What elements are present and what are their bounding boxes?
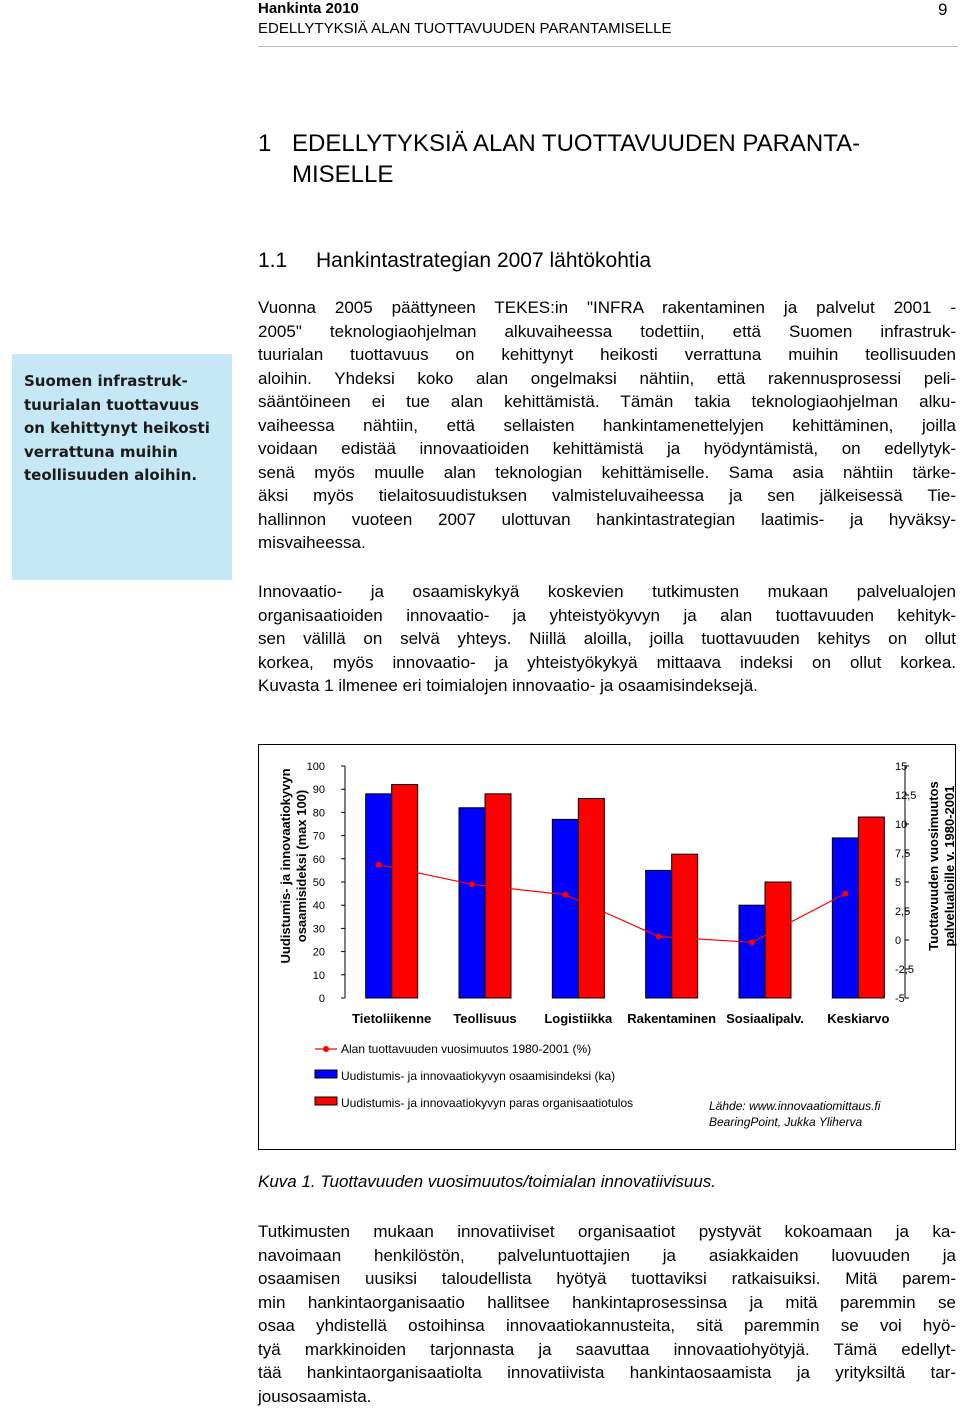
category-label: Tietoliikenne [352, 1011, 432, 1026]
right-tick-label: 5 [895, 877, 902, 889]
right-tick-label: -5 [895, 993, 905, 1005]
text-line: Vuonna 2005 päättyneen TEKES:in "INFRA rakentaminen ja palvelut 2001 - [258, 298, 956, 317]
callout-line: Suomen infrastruk- [24, 372, 188, 390]
bar-osaamisindeksi [739, 905, 765, 998]
legend-blue-swatch [315, 1070, 337, 1078]
legend-label: Uudistumis- ja innovaatiokyvyn paras organisaatiotulos [341, 1096, 634, 1110]
legend-red-swatch [315, 1097, 337, 1105]
text-line: Tutkimusten mukaan innovatiiviset organisaatiot pystyvät kokoamaan ja ka- [258, 1222, 956, 1241]
bar-osaamisindeksi [366, 794, 392, 998]
left-tick-label: 0 [318, 993, 325, 1005]
left-tick-label: 10 [312, 969, 325, 982]
page-number: 9 [938, 0, 948, 19]
left-tick-label: 90 [312, 784, 325, 797]
header-title: Hankinta 2010 [258, 0, 359, 17]
bar-osaamisindeksi [552, 819, 578, 998]
bar-paras-tulos [858, 817, 884, 998]
subsection-number: 1.1 [258, 249, 288, 272]
left-tick-label: 70 [312, 830, 325, 843]
right-tick-label: 2,5 [895, 906, 911, 918]
text-line: sen välillä on selvä yhteys. Niillä aloilla, joilla tuottavuuden kehitys on ollut [258, 629, 956, 648]
text-line: senä myös muulle alan teknologian kehittämiselle. Sama asia nähtiin tärke- [258, 462, 956, 482]
category-label: Keskiarvo [827, 1011, 890, 1026]
left-axis-title: osaamisideksi (max 100) [294, 789, 309, 943]
text-line: misvaiheessa. [258, 533, 366, 552]
bar-paras-tulos [672, 854, 698, 998]
text-line: tyä markkinoiden tarjonnasta ja saavuttaa innovaatiohyötyjä. Tämä edellyt- [258, 1339, 956, 1359]
text-line: hallinnon vuoteen 2007 ulottuvan hankintastrategian laatimis- ja hyväksy- [258, 509, 956, 529]
right-axis-title: palvelualoille v. 1980-2001 [942, 785, 957, 947]
callout-line: on kehittynyt heikosti [24, 419, 210, 437]
line-point [842, 891, 848, 897]
bar-paras-tulos [578, 798, 604, 998]
left-tick-label: 30 [312, 923, 325, 936]
line-point [562, 892, 568, 898]
line-point [749, 939, 755, 945]
source-text: BearingPoint, Jukka Yliherva [709, 1115, 863, 1129]
section-title-line1: EDELLYTYKSIÄ ALAN TUOTTAVUUDEN PARANTA- [292, 130, 861, 157]
right-tick-label: 12,5 [895, 790, 917, 802]
text-line: navoimaan henkilöstön, palveluntuottajien ja asiakkaiden luovuuden ja [258, 1245, 956, 1265]
figure-caption: Kuva 1. Tuottavuuden vuosimuutos/toimialan innovatiivisuus. [258, 1172, 716, 1191]
paragraph-3 [258, 1220, 956, 1408]
text-line: min hankintaorganisaatio hallitsee hankintaprosessinsa ja mitä paremmin se [258, 1292, 956, 1312]
bar-osaamisindeksi [459, 808, 485, 998]
category-label: Teollisuus [453, 1011, 517, 1026]
text-line: 2005" teknologiaohjelman alkuvaiheessa todettiin, että Suomen infrastruk- [258, 321, 956, 341]
left-tick-label: 20 [312, 946, 325, 959]
text-line: aloihin. Yhdeksi koko alan ongelmaksi nähtiin, että rakennusprosessi peli- [258, 368, 956, 388]
text-line: Innovaatio- ja osaamiskykyä koskevien tutkimusten mukaan palvelualojen [258, 582, 956, 601]
bar-paras-tulos [485, 794, 511, 998]
category-label: Rakentaminen [627, 1011, 717, 1026]
text-line: Kuvasta 1 ilmenee eri toimialojen innovaatio- ja osaamisindeksejä. [258, 676, 758, 695]
section-number: 1 [258, 130, 272, 157]
legend-label: Alan tuottavuuden vuosimuutos 1980-2001 (%) [341, 1042, 592, 1056]
left-tick-label: 60 [312, 853, 325, 866]
line-point [656, 934, 662, 940]
category-label: Sosiaalipalv. [726, 1011, 804, 1026]
text-line: äksi myös tielaitosuudistuksen valmisteluvaiheessa ja sen jälkeisessä Tie- [258, 486, 956, 505]
left-tick-label: 100 [306, 761, 325, 773]
text-line: tää hankintaorganisaatiolta innovatiivista hankintaosaamista ja yrityksiltä tar- [258, 1363, 956, 1382]
text-line: tuurialan tuottavuus on kehittynyt heikosti verrattuna muihin teollisuuden [258, 345, 956, 364]
left-tick-label: 80 [312, 807, 325, 820]
text-line: osaa yhdistellä ostoihinsa innovaatiokannusteita, sitä paremmin se voi hyö- [258, 1316, 956, 1335]
right-tick-label: 0 [895, 935, 902, 947]
category-label: Logistiikka [544, 1011, 613, 1026]
text-line: sääntöineen ei tue alan kehittämistä. Tämän takia teknologiaohjelman alku- [258, 392, 956, 411]
bar-osaamisindeksi [832, 838, 858, 998]
line-point [469, 881, 475, 887]
text-line: jousosaamista. [258, 1386, 372, 1406]
callout-line: teollisuuden aloihin. [24, 466, 198, 484]
section-title-line2: MISELLE [292, 161, 394, 188]
right-tick-label: 10 [895, 819, 908, 831]
text-line: voidaan edistää innovaatioiden kehittämistä ja hyödyntämistä, on edellytyk- [258, 439, 956, 458]
text-line: korkea, myös innovaatio- ja yhteistyökykyä mittaava indeksi on ollut korkea. [258, 652, 956, 672]
left-tick-label: 50 [312, 877, 325, 889]
right-tick-label: 15 [895, 761, 908, 773]
right-tick-label: -2,5 [895, 964, 914, 976]
left-tick-label: 40 [312, 900, 325, 913]
header-subtitle: EDELLYTYKSIÄ ALAN TUOTTAVUUDEN PARANTAMISELLE [258, 20, 672, 37]
right-axis-title: Tuottavuuden vuosimuutos [926, 781, 941, 951]
text-line: osaamisen uusiksi taloudellista hyötyä tuottaviksi ratkaisuiksi. Mitä parem- [258, 1269, 956, 1288]
bar-paras-tulos [392, 785, 418, 998]
left-axis-title: Uudistumis- ja innovaatiokyvyn [278, 768, 293, 964]
text-line: organisaatioiden innovaatio- ja yhteistyökyvyn ja alan tuottavuuden kehityk- [258, 605, 956, 625]
right-tick-label: 7,5 [895, 848, 911, 860]
bar-paras-tulos [765, 882, 791, 998]
callout-line: tuurialan tuottavuus [24, 395, 200, 414]
subsection-title: Hankintastrategian 2007 lähtökohtia [316, 249, 652, 272]
legend-label: Uudistumis- ja innovaatiokyvyn osaamisindeksi (ka) [341, 1069, 616, 1083]
source-text: Lähde: www.innovaatiomittaus.fi [709, 1099, 881, 1113]
text-line: vaiheessa nähtiin, että sellaisten hankintamenettelyjen kehittäminen, joilla [258, 415, 956, 435]
legend-line-marker [323, 1046, 329, 1052]
callout-line: verrattuna muihin [24, 442, 178, 461]
line-point [376, 862, 382, 868]
